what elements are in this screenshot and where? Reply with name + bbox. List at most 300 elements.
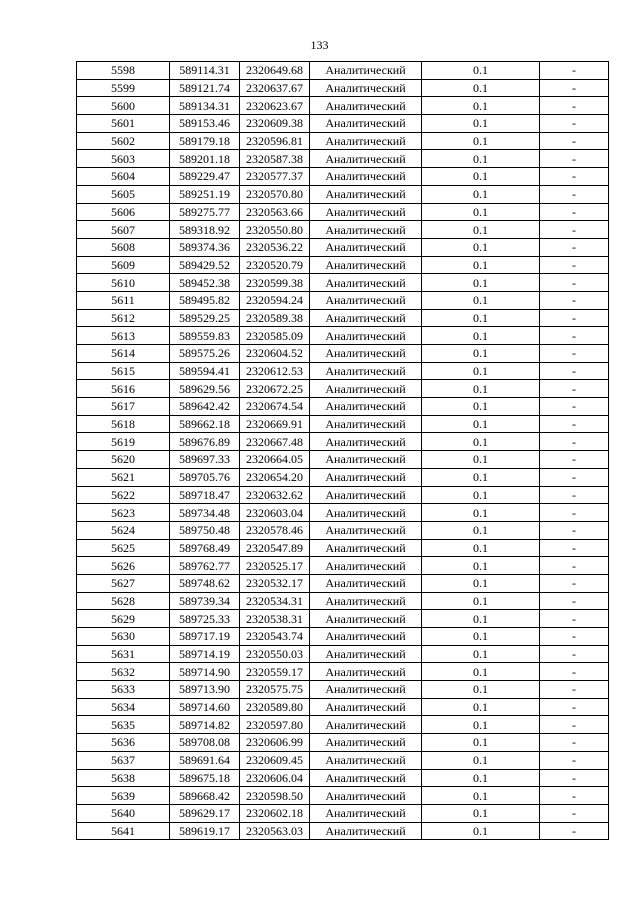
table-row (77, 769, 609, 787)
table-row (77, 415, 609, 433)
method-cell: Аналитический (310, 433, 422, 451)
table-row (77, 592, 609, 610)
x-coordinate-cell: 589575.26 (170, 345, 240, 363)
x-coordinate-cell: 589714.82 (170, 716, 240, 734)
note-cell: - (540, 327, 609, 345)
accuracy-cell: 0.1 (422, 62, 540, 80)
x-coordinate-cell: 589559.83 (170, 327, 240, 345)
x-coordinate-cell: 589251.19 (170, 185, 240, 203)
accuracy-cell: 0.1 (422, 274, 540, 292)
accuracy-cell: 0.1 (422, 97, 540, 115)
y-coordinate-cell: 2320534.31 (240, 592, 310, 610)
y-coordinate-cell: 2320532.17 (240, 574, 310, 592)
x-coordinate-cell: 589619.17 (170, 822, 240, 840)
accuracy-cell: 0.1 (422, 539, 540, 557)
y-coordinate-cell: 2320609.45 (240, 751, 310, 769)
method-cell: Аналитический (310, 327, 422, 345)
table-row (77, 362, 609, 380)
table-row (77, 345, 609, 363)
table-row (77, 398, 609, 416)
accuracy-cell: 0.1 (422, 716, 540, 734)
method-cell: Аналитический (310, 362, 422, 380)
accuracy-cell: 0.1 (422, 468, 540, 486)
method-cell: Аналитический (310, 185, 422, 203)
x-coordinate-cell: 589697.33 (170, 451, 240, 469)
accuracy-cell: 0.1 (422, 415, 540, 433)
table-row (77, 751, 609, 769)
note-cell: - (540, 610, 609, 628)
y-coordinate-cell: 2320559.17 (240, 663, 310, 681)
x-coordinate-cell: 589717.19 (170, 628, 240, 646)
table-row (77, 822, 609, 840)
method-cell: Аналитический (310, 539, 422, 557)
point-number-cell: 5640 (77, 804, 170, 822)
method-cell: Аналитический (310, 504, 422, 522)
x-coordinate-cell: 589714.90 (170, 663, 240, 681)
point-number-cell: 5627 (77, 574, 170, 592)
y-coordinate-cell: 2320604.52 (240, 345, 310, 363)
x-coordinate-cell: 589662.18 (170, 415, 240, 433)
x-coordinate-cell: 589629.17 (170, 804, 240, 822)
point-number-cell: 5619 (77, 433, 170, 451)
note-cell: - (540, 698, 609, 716)
x-coordinate-cell: 589691.64 (170, 751, 240, 769)
accuracy-cell: 0.1 (422, 628, 540, 646)
x-coordinate-cell: 589714.60 (170, 698, 240, 716)
point-number-cell: 5603 (77, 150, 170, 168)
y-coordinate-cell: 2320654.20 (240, 468, 310, 486)
point-number-cell: 5606 (77, 203, 170, 221)
method-cell: Аналитический (310, 221, 422, 239)
note-cell: - (540, 592, 609, 610)
y-coordinate-cell: 2320538.31 (240, 610, 310, 628)
y-coordinate-cell: 2320543.74 (240, 628, 310, 646)
note-cell: - (540, 769, 609, 787)
x-coordinate-cell: 589718.47 (170, 486, 240, 504)
accuracy-cell: 0.1 (422, 804, 540, 822)
note-cell: - (540, 168, 609, 186)
note-cell: - (540, 291, 609, 309)
accuracy-cell: 0.1 (422, 610, 540, 628)
table-row (77, 681, 609, 699)
point-number-cell: 5628 (77, 592, 170, 610)
method-cell: Аналитический (310, 769, 422, 787)
note-cell: - (540, 150, 609, 168)
accuracy-cell: 0.1 (422, 256, 540, 274)
accuracy-cell: 0.1 (422, 574, 540, 592)
note-cell: - (540, 787, 609, 805)
accuracy-cell: 0.1 (422, 451, 540, 469)
x-coordinate-cell: 589629.56 (170, 380, 240, 398)
table-row (77, 168, 609, 186)
method-cell: Аналитический (310, 521, 422, 539)
x-coordinate-cell: 589734.48 (170, 504, 240, 522)
point-number-cell: 5624 (77, 521, 170, 539)
point-number-cell: 5623 (77, 504, 170, 522)
x-coordinate-cell: 589642.42 (170, 398, 240, 416)
y-coordinate-cell: 2320669.91 (240, 415, 310, 433)
x-coordinate-cell: 589114.31 (170, 62, 240, 80)
x-coordinate-cell: 589713.90 (170, 681, 240, 699)
accuracy-cell: 0.1 (422, 504, 540, 522)
x-coordinate-cell: 589750.48 (170, 521, 240, 539)
y-coordinate-cell: 2320550.80 (240, 221, 310, 239)
point-number-cell: 5616 (77, 380, 170, 398)
table-row (77, 185, 609, 203)
note-cell: - (540, 822, 609, 840)
x-coordinate-cell: 589705.76 (170, 468, 240, 486)
x-coordinate-cell: 589675.18 (170, 769, 240, 787)
y-coordinate-cell: 2320585.09 (240, 327, 310, 345)
page-number: 133 (310, 38, 329, 52)
table-row (77, 62, 609, 80)
table-row (77, 698, 609, 716)
note-cell: - (540, 221, 609, 239)
table-row (77, 557, 609, 575)
point-number-cell: 5633 (77, 681, 170, 699)
table-row (77, 628, 609, 646)
point-number-cell: 5601 (77, 115, 170, 133)
y-coordinate-cell: 2320598.50 (240, 787, 310, 805)
x-coordinate-cell: 589134.31 (170, 97, 240, 115)
accuracy-cell: 0.1 (422, 681, 540, 699)
table-row (77, 274, 609, 292)
note-cell: - (540, 132, 609, 150)
accuracy-cell: 0.1 (422, 521, 540, 539)
method-cell: Аналитический (310, 62, 422, 80)
method-cell: Аналитический (310, 380, 422, 398)
note-cell: - (540, 79, 609, 97)
accuracy-cell: 0.1 (422, 238, 540, 256)
accuracy-cell: 0.1 (422, 115, 540, 133)
y-coordinate-cell: 2320599.38 (240, 274, 310, 292)
point-number-cell: 5604 (77, 168, 170, 186)
note-cell: - (540, 628, 609, 646)
method-cell: Аналитический (310, 716, 422, 734)
table-row (77, 539, 609, 557)
coordinates-table-body (77, 62, 609, 840)
accuracy-cell: 0.1 (422, 221, 540, 239)
method-cell: Аналитический (310, 468, 422, 486)
accuracy-cell: 0.1 (422, 698, 540, 716)
note-cell: - (540, 681, 609, 699)
table-row (77, 663, 609, 681)
y-coordinate-cell: 2320563.66 (240, 203, 310, 221)
note-cell: - (540, 468, 609, 486)
method-cell: Аналитический (310, 804, 422, 822)
point-number-cell: 5629 (77, 610, 170, 628)
note-cell: - (540, 415, 609, 433)
point-number-cell: 5615 (77, 362, 170, 380)
point-number-cell: 5608 (77, 238, 170, 256)
y-coordinate-cell: 2320577.37 (240, 168, 310, 186)
point-number-cell: 5625 (77, 539, 170, 557)
note-cell: - (540, 398, 609, 416)
point-number-cell: 5611 (77, 291, 170, 309)
table-row (77, 256, 609, 274)
x-coordinate-cell: 589318.92 (170, 221, 240, 239)
method-cell: Аналитический (310, 238, 422, 256)
method-cell: Аналитический (310, 751, 422, 769)
table-row (77, 79, 609, 97)
method-cell: Аналитический (310, 592, 422, 610)
point-number-cell: 5607 (77, 221, 170, 239)
x-coordinate-cell: 589452.38 (170, 274, 240, 292)
method-cell: Аналитический (310, 168, 422, 186)
method-cell: Аналитический (310, 256, 422, 274)
y-coordinate-cell: 2320623.67 (240, 97, 310, 115)
x-coordinate-cell: 589429.52 (170, 256, 240, 274)
table-row (77, 380, 609, 398)
point-number-cell: 5637 (77, 751, 170, 769)
point-number-cell: 5600 (77, 97, 170, 115)
note-cell: - (540, 185, 609, 203)
x-coordinate-cell: 589153.46 (170, 115, 240, 133)
method-cell: Аналитический (310, 415, 422, 433)
y-coordinate-cell: 2320637.67 (240, 79, 310, 97)
point-number-cell: 5598 (77, 62, 170, 80)
accuracy-cell: 0.1 (422, 168, 540, 186)
point-number-cell: 5630 (77, 628, 170, 646)
note-cell: - (540, 716, 609, 734)
accuracy-cell: 0.1 (422, 734, 540, 752)
accuracy-cell: 0.1 (422, 557, 540, 575)
method-cell: Аналитический (310, 115, 422, 133)
point-number-cell: 5632 (77, 663, 170, 681)
note-cell: - (540, 504, 609, 522)
note-cell: - (540, 804, 609, 822)
x-coordinate-cell: 589275.77 (170, 203, 240, 221)
y-coordinate-cell: 2320649.68 (240, 62, 310, 80)
accuracy-cell: 0.1 (422, 663, 540, 681)
point-number-cell: 5636 (77, 734, 170, 752)
point-number-cell: 5621 (77, 468, 170, 486)
method-cell: Аналитический (310, 822, 422, 840)
y-coordinate-cell: 2320632.62 (240, 486, 310, 504)
method-cell: Аналитический (310, 787, 422, 805)
x-coordinate-cell: 589714.19 (170, 645, 240, 663)
table-row (77, 645, 609, 663)
table-row (77, 115, 609, 133)
y-coordinate-cell: 2320612.53 (240, 362, 310, 380)
x-coordinate-cell: 589708.08 (170, 734, 240, 752)
y-coordinate-cell: 2320597.80 (240, 716, 310, 734)
y-coordinate-cell: 2320664.05 (240, 451, 310, 469)
note-cell: - (540, 115, 609, 133)
table-row (77, 309, 609, 327)
y-coordinate-cell: 2320575.75 (240, 681, 310, 699)
note-cell: - (540, 486, 609, 504)
y-coordinate-cell: 2320550.03 (240, 645, 310, 663)
x-coordinate-cell: 589762.77 (170, 557, 240, 575)
table-row (77, 327, 609, 345)
note-cell: - (540, 574, 609, 592)
table-row (77, 787, 609, 805)
note-cell: - (540, 557, 609, 575)
point-number-cell: 5622 (77, 486, 170, 504)
y-coordinate-cell: 2320667.48 (240, 433, 310, 451)
method-cell: Аналитический (310, 345, 422, 363)
y-coordinate-cell: 2320674.54 (240, 398, 310, 416)
note-cell: - (540, 238, 609, 256)
note-cell: - (540, 663, 609, 681)
method-cell: Аналитический (310, 610, 422, 628)
y-coordinate-cell: 2320596.81 (240, 132, 310, 150)
x-coordinate-cell: 589201.18 (170, 150, 240, 168)
table-row (77, 451, 609, 469)
y-coordinate-cell: 2320589.38 (240, 309, 310, 327)
table-row (77, 734, 609, 752)
table-row (77, 433, 609, 451)
x-coordinate-cell: 589121.74 (170, 79, 240, 97)
accuracy-cell: 0.1 (422, 787, 540, 805)
point-number-cell: 5602 (77, 132, 170, 150)
point-number-cell: 5639 (77, 787, 170, 805)
method-cell: Аналитический (310, 574, 422, 592)
point-number-cell: 5609 (77, 256, 170, 274)
y-coordinate-cell: 2320603.04 (240, 504, 310, 522)
point-number-cell: 5631 (77, 645, 170, 663)
point-number-cell: 5605 (77, 185, 170, 203)
note-cell: - (540, 345, 609, 363)
accuracy-cell: 0.1 (422, 327, 540, 345)
table-row (77, 504, 609, 522)
accuracy-cell: 0.1 (422, 751, 540, 769)
method-cell: Аналитический (310, 132, 422, 150)
accuracy-cell: 0.1 (422, 79, 540, 97)
table-row (77, 574, 609, 592)
accuracy-cell: 0.1 (422, 433, 540, 451)
table-row (77, 610, 609, 628)
x-coordinate-cell: 589179.18 (170, 132, 240, 150)
point-number-cell: 5612 (77, 309, 170, 327)
accuracy-cell: 0.1 (422, 398, 540, 416)
point-number-cell: 5618 (77, 415, 170, 433)
table-row (77, 291, 609, 309)
y-coordinate-cell: 2320609.38 (240, 115, 310, 133)
accuracy-cell: 0.1 (422, 150, 540, 168)
method-cell: Аналитический (310, 79, 422, 97)
accuracy-cell: 0.1 (422, 185, 540, 203)
point-number-cell: 5626 (77, 557, 170, 575)
y-coordinate-cell: 2320578.46 (240, 521, 310, 539)
method-cell: Аналитический (310, 309, 422, 327)
accuracy-cell: 0.1 (422, 380, 540, 398)
y-coordinate-cell: 2320589.80 (240, 698, 310, 716)
note-cell: - (540, 256, 609, 274)
note-cell: - (540, 521, 609, 539)
table-row (77, 221, 609, 239)
y-coordinate-cell: 2320570.80 (240, 185, 310, 203)
x-coordinate-cell: 589748.62 (170, 574, 240, 592)
table-row (77, 150, 609, 168)
point-number-cell: 5620 (77, 451, 170, 469)
accuracy-cell: 0.1 (422, 486, 540, 504)
table-row (77, 521, 609, 539)
accuracy-cell: 0.1 (422, 132, 540, 150)
x-coordinate-cell: 589739.34 (170, 592, 240, 610)
method-cell: Аналитический (310, 628, 422, 646)
note-cell: - (540, 539, 609, 557)
point-number-cell: 5617 (77, 398, 170, 416)
accuracy-cell: 0.1 (422, 592, 540, 610)
x-coordinate-cell: 589668.42 (170, 787, 240, 805)
point-number-cell: 5638 (77, 769, 170, 787)
method-cell: Аналитический (310, 486, 422, 504)
method-cell: Аналитический (310, 681, 422, 699)
note-cell: - (540, 380, 609, 398)
accuracy-cell: 0.1 (422, 645, 540, 663)
method-cell: Аналитический (310, 734, 422, 752)
method-cell: Аналитический (310, 291, 422, 309)
note-cell: - (540, 309, 609, 327)
y-coordinate-cell: 2320606.99 (240, 734, 310, 752)
table-row (77, 804, 609, 822)
method-cell: Аналитический (310, 557, 422, 575)
note-cell: - (540, 274, 609, 292)
x-coordinate-cell: 589768.49 (170, 539, 240, 557)
y-coordinate-cell: 2320606.04 (240, 769, 310, 787)
method-cell: Аналитический (310, 274, 422, 292)
note-cell: - (540, 362, 609, 380)
x-coordinate-cell: 589229.47 (170, 168, 240, 186)
note-cell: - (540, 451, 609, 469)
table-row (77, 97, 609, 115)
accuracy-cell: 0.1 (422, 345, 540, 363)
x-coordinate-cell: 589529.25 (170, 309, 240, 327)
table-row (77, 203, 609, 221)
y-coordinate-cell: 2320587.38 (240, 150, 310, 168)
point-number-cell: 5635 (77, 716, 170, 734)
method-cell: Аналитический (310, 150, 422, 168)
table-row (77, 486, 609, 504)
accuracy-cell: 0.1 (422, 203, 540, 221)
x-coordinate-cell: 589374.36 (170, 238, 240, 256)
note-cell: - (540, 751, 609, 769)
note-cell: - (540, 62, 609, 80)
table-row (77, 132, 609, 150)
accuracy-cell: 0.1 (422, 769, 540, 787)
y-coordinate-cell: 2320563.03 (240, 822, 310, 840)
point-number-cell: 5634 (77, 698, 170, 716)
note-cell: - (540, 203, 609, 221)
method-cell: Аналитический (310, 645, 422, 663)
accuracy-cell: 0.1 (422, 362, 540, 380)
x-coordinate-cell: 589725.33 (170, 610, 240, 628)
method-cell: Аналитический (310, 451, 422, 469)
table-row (77, 238, 609, 256)
point-number-cell: 5641 (77, 822, 170, 840)
x-coordinate-cell: 589676.89 (170, 433, 240, 451)
point-number-cell: 5599 (77, 79, 170, 97)
note-cell: - (540, 97, 609, 115)
x-coordinate-cell: 589594.41 (170, 362, 240, 380)
note-cell: - (540, 433, 609, 451)
y-coordinate-cell: 2320525.17 (240, 557, 310, 575)
accuracy-cell: 0.1 (422, 309, 540, 327)
x-coordinate-cell: 589495.82 (170, 291, 240, 309)
accuracy-cell: 0.1 (422, 822, 540, 840)
note-cell: - (540, 645, 609, 663)
method-cell: Аналитический (310, 398, 422, 416)
note-cell: - (540, 734, 609, 752)
y-coordinate-cell: 2320547.89 (240, 539, 310, 557)
point-number-cell: 5614 (77, 345, 170, 363)
table-row (77, 468, 609, 486)
y-coordinate-cell: 2320520.79 (240, 256, 310, 274)
method-cell: Аналитический (310, 97, 422, 115)
coordinates-table (76, 61, 609, 840)
